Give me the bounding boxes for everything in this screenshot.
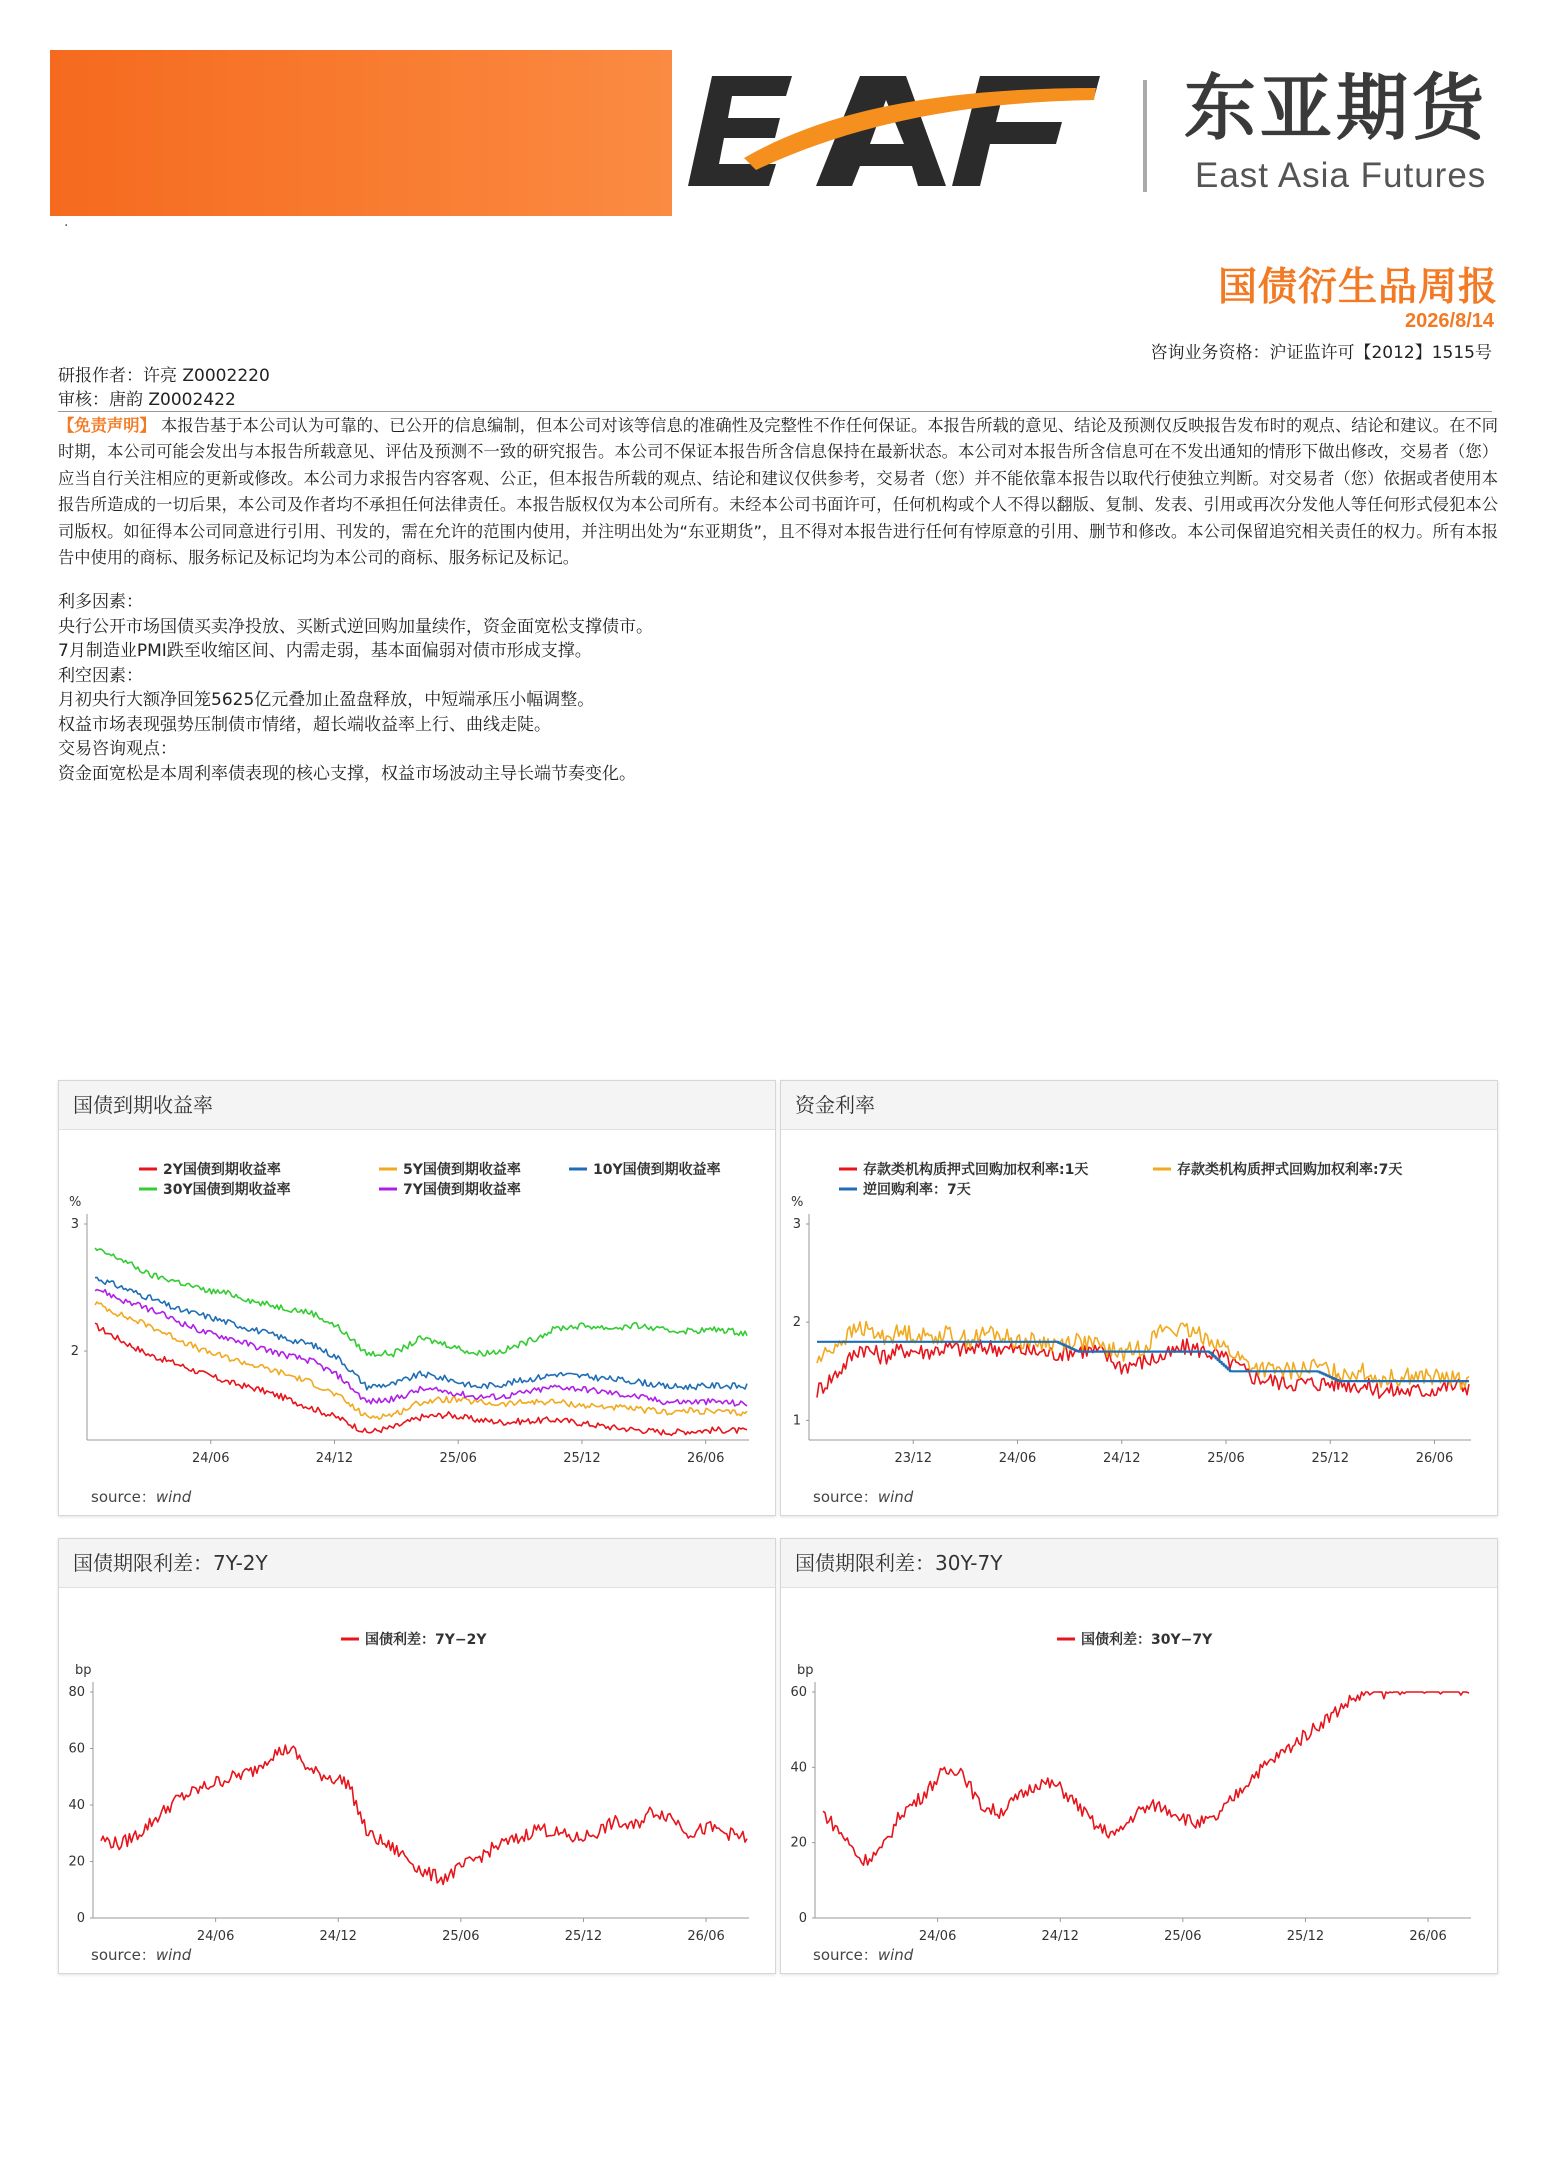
funding-chart: [781, 1130, 1497, 1475]
y-tick-label: 2: [70, 1344, 79, 1360]
x-tick-label: 24/12: [319, 1929, 357, 1944]
chart-panel-spread-30y-7y: [780, 1538, 1498, 1974]
series-line: [101, 1745, 747, 1884]
legend-label: 国债利差：7Y−2Y: [365, 1632, 487, 1648]
x-tick-label: 24/06: [196, 1929, 235, 1944]
x-tick-label: 25/12: [564, 1929, 603, 1944]
report-date: 2026/8/14: [1405, 310, 1494, 332]
x-tick-label: 25/06: [439, 1451, 477, 1466]
legend-label: 10Y国债到期收益率: [593, 1162, 721, 1178]
view-title: 交易咨询观点：: [58, 739, 177, 759]
y-tick-label: 20: [790, 1835, 807, 1851]
chart-title: 国债到期收益率: [59, 1081, 775, 1130]
x-tick-label: 24/06: [998, 1451, 1037, 1466]
series-line: [95, 1323, 747, 1435]
y-tick-label: 80: [68, 1685, 85, 1700]
header-orange-band: [50, 50, 672, 216]
legend-label: 国债利差：30Y−7Y: [1081, 1632, 1213, 1648]
spread-7y-2y-chart: [59, 1588, 775, 1944]
disclaimer-text: 本报告基于本公司认为可靠的、已公开的信息编制，但本公司对该等信息的准确性及完整性不作任何保证。本报告所载的意见、结论及预测仅反映报告发布时的观点、结论和建议。在不同时期，本公司可能会发出与本报告所载意见、评估及预测不一致的研究报告。本公司不保证本报告所含信息保持在最新状态。本公司对本报告所含信息可在不发出通知的情形下做出修改，交易者（您）应当自行关注相应的更新或修改。本公司力求报告内容客观、公正，但本报告所载的观点、结论和建议仅供参考，交易者（您）并不能依靠本报告以取代行使独立判断。对交易者（您）依据或者使用本报告所造成的一切后果，本公司及作者均不承担任何法律责任。本报告版权仅为本公司所有。未经本公司书面许可，任何机构或个人不得以翻版、复制、发表、引用或再次分发他人等任何形式侵犯本公司版权。如征得本公司同意进行引用、刊发的，需在允许的范围内使用，并注明出处为“东亚期货”，且不得对本报告进行任何有悖原意的引用、删节和修改。本公司保留追究相关责任的权力。所有本报告中使用的商标、服务标记及标记均为本公司的商标、服务标记及标记。: [58, 416, 1498, 568]
series-line: [95, 1277, 747, 1389]
series-line: [817, 1322, 1469, 1390]
x-tick-label: 26/06: [686, 1451, 725, 1466]
legend-label: 5Y国债到期收益率: [403, 1162, 521, 1178]
y-tick-label: 3: [70, 1217, 79, 1232]
series-line: [817, 1339, 1469, 1398]
y-tick-label: 2: [792, 1315, 801, 1331]
chart-source: source：wind: [813, 1488, 914, 1506]
y-tick-label: 40: [790, 1760, 807, 1776]
y-unit-label: bp: [75, 1663, 92, 1678]
x-tick-label: 23/12: [894, 1451, 932, 1466]
x-tick-label: 24/12: [1103, 1451, 1141, 1466]
legend-label: 30Y国债到期收益率: [163, 1182, 291, 1198]
qualification-text: 咨询业务资格：沪证监许可【2012】1515号: [1150, 343, 1492, 363]
report-title: 国债衍生品周报: [1217, 265, 1498, 310]
bear-item: 月初央行大额净回笼5625亿元叠加止盈盘释放，中短端承压小幅调整。: [58, 690, 595, 710]
divider: [58, 411, 1492, 412]
eaf-logo-icon: [684, 66, 1104, 201]
author-line: 研报作者：许亮 Z0002220: [58, 366, 270, 386]
y-unit-label: %: [69, 1195, 82, 1210]
x-tick-label: 25/12: [1286, 1929, 1325, 1944]
bull-item: 央行公开市场国债买卖净投放、买断式逆回购加量续作，资金面宽松支撑债市。: [58, 616, 653, 637]
legend-label: 存款类机构质押式回购加权利率:1天: [863, 1162, 1089, 1178]
logo-english-name: East Asia Futures: [1195, 156, 1487, 195]
legend-label: 2Y国债到期收益率: [163, 1162, 281, 1178]
x-tick-label: 25/06: [442, 1929, 480, 1944]
logo-separator: [1143, 80, 1147, 192]
chart-source: source：wind: [91, 1488, 192, 1506]
x-tick-label: 26/06: [1415, 1451, 1454, 1466]
header-dot: ·: [64, 218, 69, 234]
y-tick-label: 40: [68, 1798, 85, 1813]
x-tick-label: 26/06: [687, 1929, 725, 1944]
chart-title: 国债期限利差：30Y-7Y: [781, 1539, 1497, 1588]
legend-label: 7Y国债到期收益率: [403, 1182, 521, 1198]
author-block: [58, 364, 270, 412]
x-tick-label: 24/12: [1041, 1929, 1079, 1944]
x-tick-label: 25/12: [563, 1451, 601, 1466]
bear-item: 权益市场表现强势压制债市情绪，超长端收益率上行、曲线走陡。: [58, 714, 551, 735]
y-unit-label: %: [791, 1195, 804, 1210]
x-tick-label: 24/06: [192, 1451, 230, 1466]
bull-title: 利多因素：: [58, 592, 143, 612]
y-tick-label: 1: [792, 1413, 801, 1429]
series-line: [823, 1692, 1469, 1865]
factors-block: [58, 590, 653, 786]
bear-title: 利空因素：: [58, 665, 143, 686]
view-item: 资金面宽松是本周利率债表现的核心支撑，权益市场波动主导长端节奏变化。: [58, 763, 636, 784]
y-tick-label: 0: [76, 1911, 85, 1926]
chart-panel-funding: [780, 1080, 1498, 1516]
disclaimer: [58, 413, 1498, 571]
reviewer-line: 审核：唐韵 Z0002422: [58, 390, 236, 410]
logo-chinese-name: 东亚期货: [1184, 66, 1489, 150]
x-tick-label: 25/12: [1311, 1451, 1349, 1466]
chart-panel-spread-7y-2y: [58, 1538, 776, 1974]
disclaimer-tag: 【免责声明】: [58, 416, 156, 435]
x-tick-label: 26/06: [1409, 1929, 1447, 1944]
y-tick-label: 60: [68, 1741, 85, 1757]
yield-chart: [59, 1130, 775, 1475]
y-tick-label: 0: [798, 1911, 807, 1926]
chart-title: 资金利率: [781, 1081, 1497, 1130]
chart-source: source：wind: [91, 1946, 192, 1964]
x-tick-label: 25/06: [1164, 1929, 1202, 1944]
series-line: [95, 1248, 747, 1357]
x-tick-label: 24/12: [315, 1451, 354, 1466]
chart-panel-yield: [58, 1080, 776, 1516]
x-tick-label: 24/06: [918, 1929, 957, 1944]
y-unit-label: bp: [797, 1663, 814, 1678]
y-tick-label: 20: [68, 1854, 85, 1870]
chart-source: source：wind: [813, 1946, 914, 1964]
y-tick-label: 3: [792, 1217, 801, 1232]
chart-title: 国债期限利差：7Y-2Y: [59, 1539, 775, 1588]
spread-30y-7y-chart: [781, 1588, 1497, 1944]
bull-item: 7月制造业PMI跌至收缩区间、内需走弱，基本面偏弱对债市形成支撑。: [58, 641, 592, 661]
legend-label: 逆回购利率：7天: [863, 1182, 971, 1198]
x-tick-label: 25/06: [1207, 1451, 1245, 1466]
series-line: [95, 1302, 747, 1419]
y-tick-label: 60: [790, 1685, 807, 1700]
legend-label: 存款类机构质押式回购加权利率:7天: [1177, 1162, 1403, 1178]
